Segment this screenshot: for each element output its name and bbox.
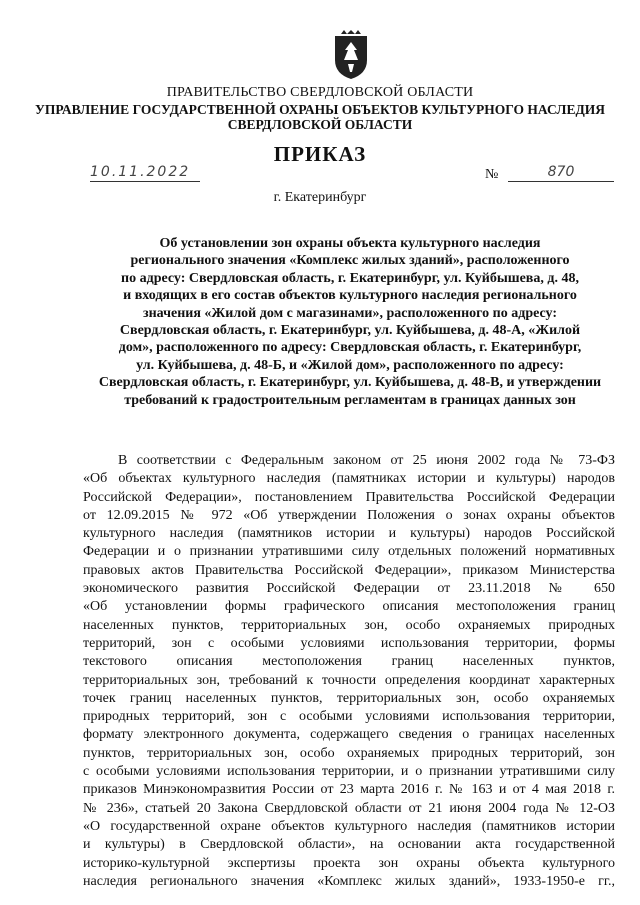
government-name: ПРАВИТЕЛЬСТВО СВЕРДЛОВСКОЙ ОБЛАСТИ	[166, 85, 474, 100]
body-line: «О государственной охране объектов культурного наследия (памятников истории	[83, 818, 615, 834]
body-line: точек границ населенных пунктов, территориальных зон, особо охраняемых	[83, 690, 615, 706]
title-line: Об установлении зон охраны объекта культурного наследия	[159, 236, 541, 251]
title-line: регионального значения «Комплекс жилых зданий», расположенного	[130, 253, 570, 269]
body-line: «Об установлении формы графического описания местоположения границ	[83, 599, 615, 615]
body-line: территориальных зон, требований к точности определения координат характерных	[83, 672, 615, 688]
body-line: Российской Федерации», постановлением Правительства Российской Федерации	[83, 489, 615, 505]
city-name: г. Екатеринбург	[273, 190, 367, 205]
order-number: 870	[508, 163, 614, 182]
body-line: В соответствии с Федеральным законом от 25 июня 2002 года № 73-ФЗ	[118, 453, 615, 468]
order-date: 10.11.2022	[90, 163, 200, 182]
title-line: значения «Жилой дом с магазинами», расположенного по адресу:	[142, 305, 558, 321]
body-line: «Об объектах культурного наследия (памятниках истории и культуры) народов	[83, 471, 615, 487]
body-line: № 236», статьей 20 Закона Свердловской области от 21 июня 2004 года № 12-ОЗ	[83, 800, 615, 816]
body-line: текстового описания местоположения границ населенных пунктов,	[83, 654, 615, 670]
body-line: формату электронного документа, содержащего сведения о границах населенных	[83, 727, 615, 743]
body-line: экономического развития Российской Федерации от 23.11.2018 № 650	[83, 581, 615, 597]
title-line: Свердловская область, г. Екатеринбург, ул. Куйбышева, д. 48-В, и утверждении	[98, 375, 602, 391]
body-line: территорий, зон с особыми условиями использования территории, формы	[83, 635, 615, 651]
body-line: Федерации и о признании утратившими силу отдельных положений нормативных	[83, 544, 615, 560]
title-line: Свердловская область, г. Екатеринбург, ул. Куйбышева, д. 48-А, «Жилой	[119, 323, 581, 339]
title-line: по адресу: Свердловская область, г. Екатеринбург, ул. Куйбышева, д. 48,	[121, 270, 579, 286]
order-title	[85, 235, 615, 409]
body-line: природных территорий, зон с особыми условиями использования территории,	[83, 709, 615, 725]
department-name-line: УПРАВЛЕНИЕ ГОСУДАРСТВЕННОЙ ОХРАНЫ ОБЪЕКТОВ КУЛЬТУРНОГО НАСЛЕДИЯ	[34, 102, 606, 117]
title-line: ул. Куйбышева, д. 48-Б, и «Жилой дом», расположенного по адресу:	[136, 357, 564, 373]
coat-of-arms-icon	[331, 30, 371, 80]
department-name	[0, 102, 640, 132]
body-line: историко-культурной экспертизы проекта зон охраны объекта культурного	[83, 855, 615, 871]
order-body	[83, 452, 615, 891]
body-line: приказов Минэкономразвития России от 23 марта 2016 г. № 163 и от 4 мая 2018 г.	[83, 782, 615, 798]
body-line: и культуры) в Свердловской области», на основании акта государственной	[83, 837, 615, 853]
body-line: от 12.09.2015 № 972 «Об утверждении Положения о зонах охраны объектов	[83, 507, 615, 523]
body-line: наследия регионального значения «Комплекс жилых зданий», 1933-1950-е гг.,	[83, 873, 615, 889]
body-line: культурного наследия (памятников истории и культуры) народов Российской	[83, 526, 615, 542]
number-label: №	[485, 167, 499, 182]
title-line: дом», расположенного по адресу: Свердловская область, г. Екатеринбург,	[118, 340, 582, 356]
body-line: правовых актов Правительства Российской Федерации», приказом Министерства	[83, 562, 615, 578]
title-line: требований к градостроительным регламентам в границах данных зон	[124, 392, 576, 408]
department-name-line: СВЕРДЛОВСКОЙ ОБЛАСТИ	[227, 117, 413, 132]
body-line: населенных пунктов, территориальных зон, особо охраняемых природных	[83, 617, 615, 633]
document-type: ПРИКАЗ	[273, 142, 367, 166]
body-line: с особыми условиями использования территории, и о признании утратившими силу	[83, 764, 615, 780]
body-line: пунктов, территориальных зон, особо охраняемых природных территорий, зон	[83, 745, 615, 761]
title-line: и входящих в его состав объектов культурного наследия регионального	[123, 288, 577, 304]
